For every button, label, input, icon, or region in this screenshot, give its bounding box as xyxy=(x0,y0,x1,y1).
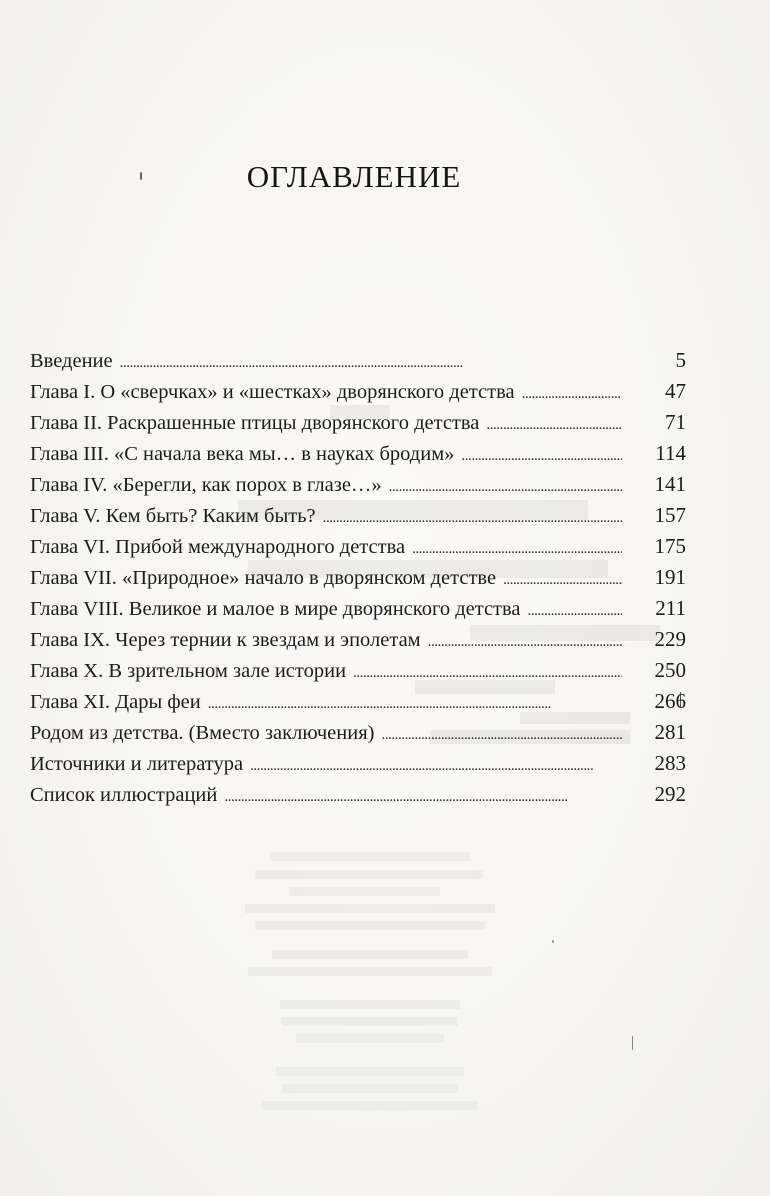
toc-entry-page: 250 xyxy=(654,658,686,682)
dot-leader xyxy=(486,410,622,441)
dot-leader xyxy=(381,720,622,751)
print-speck xyxy=(552,940,554,943)
toc-entry xyxy=(30,748,686,779)
toc-entry xyxy=(30,655,686,686)
toc-entry-title: Глава VII. «Природное» начало в дворянском детстве xyxy=(30,567,497,589)
toc-entry-page: 191 xyxy=(654,565,686,589)
toc-entry-page: 141 xyxy=(654,472,686,496)
toc-entry xyxy=(30,376,686,407)
toc-entry-title: Глава IV. «Берегли, как порох в глазе…» xyxy=(30,474,382,496)
toc-entry-title: Источники и литература xyxy=(30,753,244,775)
toc-entry-page: 47 xyxy=(665,379,686,403)
dot-leader xyxy=(428,627,622,658)
toc-entry xyxy=(30,562,686,593)
toc-entry-title: Глава V. Кем быть? Каким быть? xyxy=(30,505,316,527)
dot-leader xyxy=(503,565,622,596)
dot-leader xyxy=(353,658,622,689)
toc-entry xyxy=(30,686,686,717)
dot-leader xyxy=(250,751,622,782)
page-title: ОГЛАВЛЕНИЕ xyxy=(246,158,462,194)
dot-leader xyxy=(120,348,622,379)
toc-entry-title: Список иллюстраций xyxy=(30,784,218,806)
toc-entry xyxy=(30,438,686,469)
toc-entry xyxy=(30,593,686,624)
toc-entry-title: Глава IX. Через тернии к звездам и эполетам xyxy=(30,629,421,651)
table-of-contents xyxy=(30,345,686,810)
toc-entry-page: 283 xyxy=(654,751,686,775)
toc-entry xyxy=(30,407,686,438)
toc-entry-page: 229 xyxy=(654,627,686,651)
toc-entry-title: Глава III. «С начала века мы… в науках бродим» xyxy=(30,443,455,465)
toc-entry-title: Глава X. В зрительном зале истории xyxy=(30,660,347,682)
toc-entry-title: Введение xyxy=(30,350,113,372)
toc-entry xyxy=(30,531,686,562)
toc-entry-page: 175 xyxy=(654,534,686,558)
toc-entry-title: Глава VIII. Великое и малое в мире дворянского детства xyxy=(30,598,521,620)
toc-entry-page: 114 xyxy=(655,441,686,465)
dot-leader xyxy=(208,689,622,720)
toc-entry-page: 5 xyxy=(675,348,686,372)
dot-leader xyxy=(389,472,622,503)
dot-leader xyxy=(528,596,622,627)
dot-leader xyxy=(224,782,622,813)
toc-entry-title: Глава I. О «сверчках» и «шестках» дворянского детства xyxy=(30,381,515,403)
toc-entry-title: Глава XI. Дары феи xyxy=(30,691,201,713)
toc-entry xyxy=(30,779,686,810)
dot-leader xyxy=(412,534,622,565)
toc-entry xyxy=(30,500,686,531)
toc-entry-page: 157 xyxy=(654,503,686,527)
toc-entry xyxy=(30,469,686,500)
toc-entry xyxy=(30,717,686,748)
print-speck xyxy=(632,1036,633,1050)
toc-entry-title: Глава VI. Прибой международного детства xyxy=(30,536,406,558)
toc-entry-page: 292 xyxy=(654,782,686,806)
toc-entry xyxy=(30,624,686,655)
toc-entry-title: Родом из детства. (Вместо заключения) xyxy=(30,722,375,744)
toc-entry-page: 281 xyxy=(654,720,686,744)
dot-leader xyxy=(323,503,622,534)
toc-entry xyxy=(30,345,686,376)
dot-leader xyxy=(522,379,622,410)
toc-entry-page: 71 xyxy=(665,410,686,434)
dot-leader xyxy=(461,441,622,472)
toc-entry-page: 211 xyxy=(655,596,686,620)
toc-entry-title: Глава II. Раскрашенные птицы дворянского детства xyxy=(30,412,480,434)
toc-entry-page: 266 xyxy=(654,689,686,713)
